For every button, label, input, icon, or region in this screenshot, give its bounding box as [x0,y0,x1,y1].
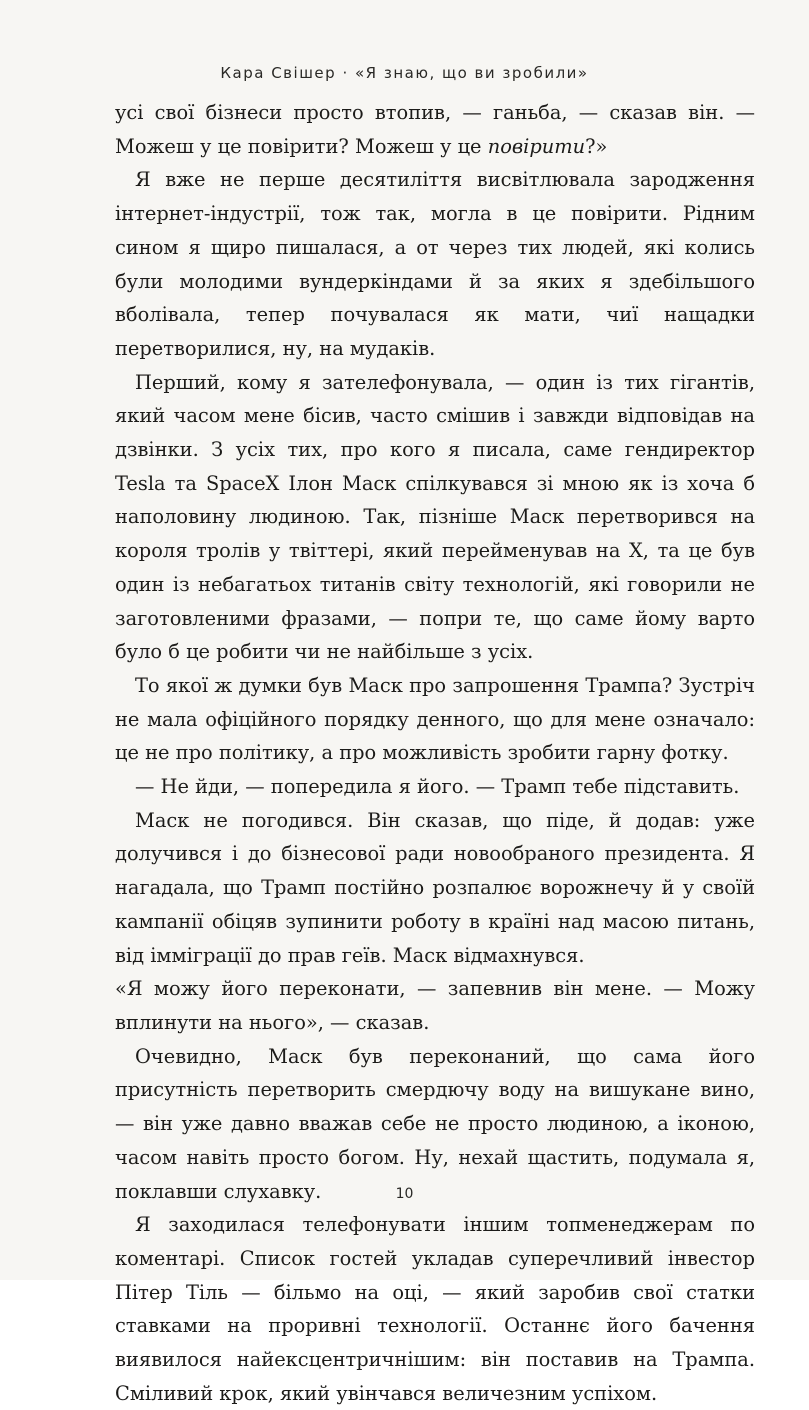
page-number: 10 [395,1186,414,1202]
paragraph-3: Перший, кому я зателефонувала, — один із тих гігантів, який часом мене бісив, часто смішив і завжди відповідав на дзвінки. З усіх тих, про кого я писала, саме гендиректор Tesla та SpaceX Ілон Маск спілкувався зі мною як із хоча б наполовину людиною. Так, пізніше Маск перетворився на короля тролів у твіттері, який перейменував на X, та це був один із небагатьох титанів світу технологій, які говорили не заготовленими фразами, — попри те, що саме йому варто було б це робити чи не найбільше з усіх. [115,370,755,664]
running-head: Кара Свішер · «Я знаю, що ви зробили» [220,64,589,82]
paragraph-4: То якої ж думки був Маск про запрошення Трампа? Зустріч не мала офіційного порядку денного, що для мене означало: це не про політику, а про можливість зробити гарну фотку. [115,673,755,765]
paragraph-2: Я вже не перше десятиліття висвітлювала зародження інтернет-індустрії, тож так, могла в це повірити. Рідним сином я щиро пишалася, а от через тих людей, які колись були молодими вундеркіндами й за яких я здебільшого вболівала, тепер почувалася як мати, чиї нащадки перетворилися, ну, на мудаків. [115,168,755,360]
body-text [115,96,755,1410]
paragraph-9: Я заходилася телефонувати іншим топменеджерам по коментарі. Список гостей укладав суперечливий інвестор Пітер Тіль — більмо на оці, — який заробив свої статки ставками на проривні технології. Останнє його бачення виявилося найексцентричнішим: він поставив на Трампа. Сміливий крок, який увінчався величезним успіхом. [115,1213,755,1405]
paragraph-1 [115,96,755,163]
paragraph-7: «Я можу його переконати, — запевнив він мене. — Можу вплинути на нього», — сказав. [115,977,755,1034]
paragraph-8: Очевидно, Маск був переконаний, що сама його присутність перетворить смердючу воду на вишукане вино, — він уже давно вважав себе не просто людиною, а іконою, часом навіть просто богом. Ну, нехай щастить, подумала я, поклавши слухавку. [115,1044,755,1203]
paragraph-1-end: ?» [585,134,608,158]
paragraph-5: — Не йди, — попередила я його. — Трамп тебе підставить. [135,775,740,799]
paragraph-1-text: усі свої бізнеси просто втопив, — ганьба, — сказав він. — Можеш у це повірити? Можеш у це [115,101,755,158]
paragraph-6: Маск не погодився. Він сказав, що піде, й додав: уже долучився і до бізнесової ради новообраного президента. Я нагадала, що Трамп постійно розпалює ворожнечу й у своїй кампанії обіцяв зупинити роботу в країні над масою питань, від імміграції до прав геїв. Маск відмахнувся. [115,808,755,967]
paragraph-1-emphasis: повірити [487,134,586,158]
